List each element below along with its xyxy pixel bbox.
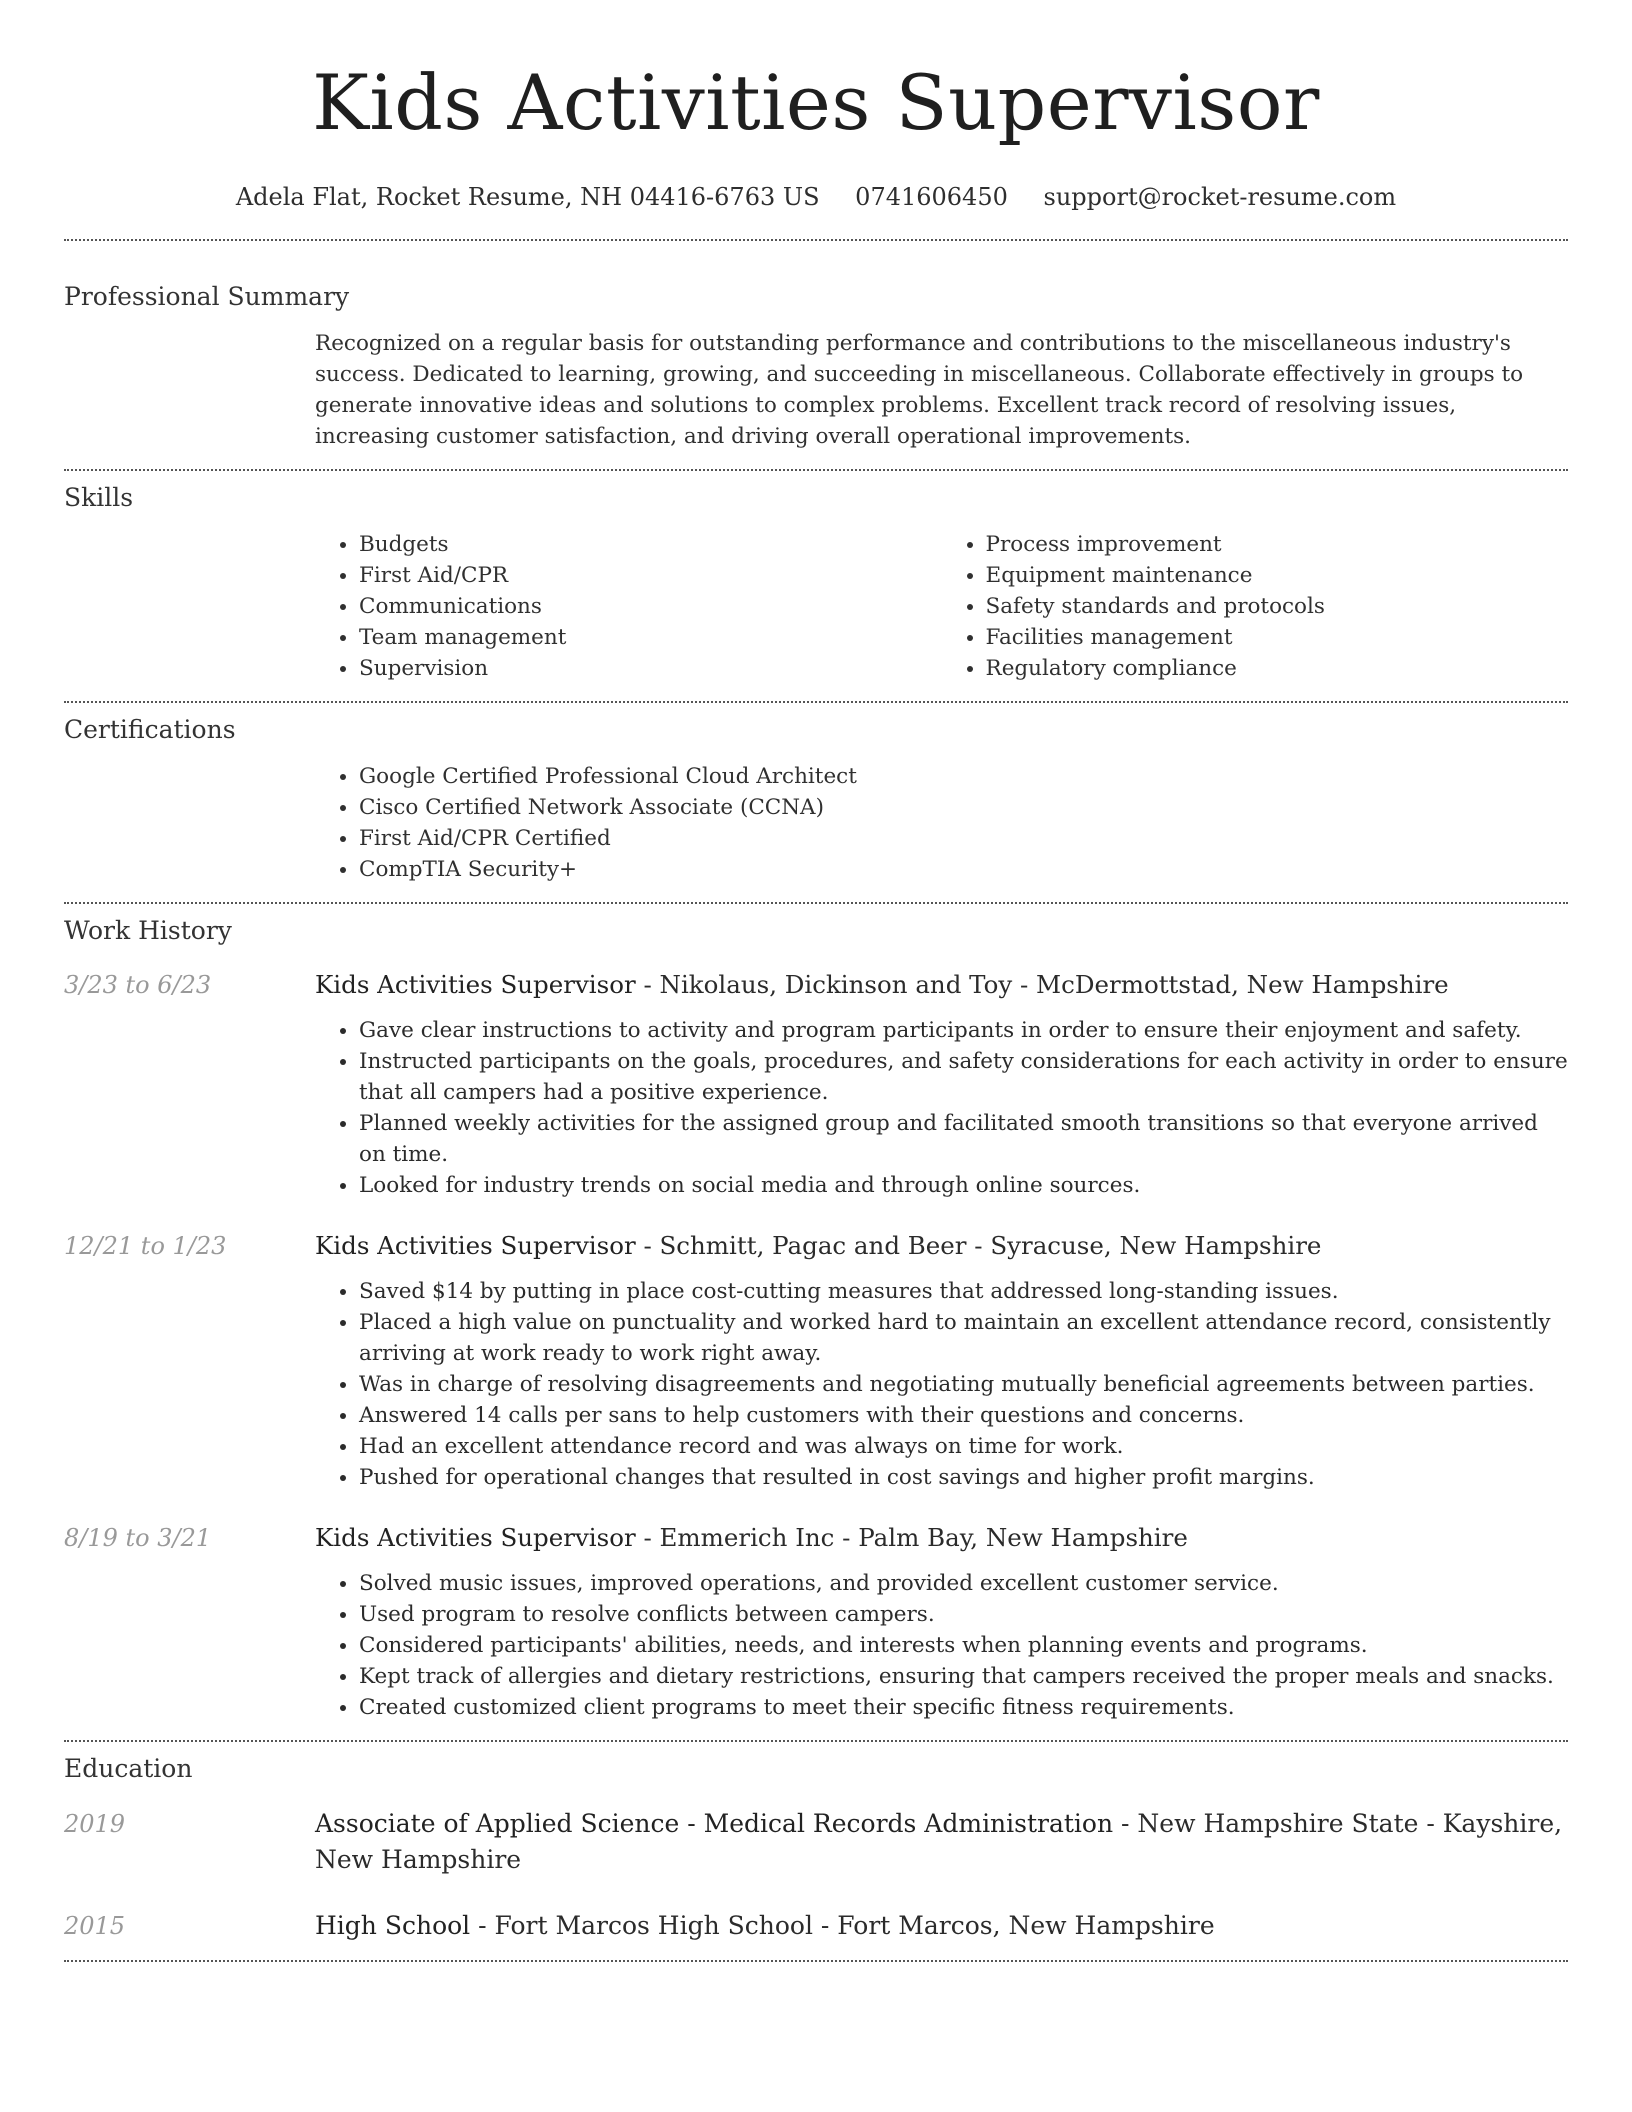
job-title	[315, 1228, 1568, 1264]
skills-heading: Skills	[64, 483, 134, 512]
certification-item: • Google Certified Professional Cloud Architect	[359, 761, 1568, 792]
skills-body	[315, 529, 1568, 684]
summary-heading: Professional Summary	[64, 282, 350, 311]
contact-line	[0, 180, 1632, 214]
certification-item: • First Aid/CPR Certified	[359, 823, 1568, 854]
job-employer: - Emmerich Inc - Palm Bay, New Hampshire	[635, 1523, 1188, 1552]
education-school: - Fort Marcos High School - Fort Marcos, New Hampshire	[470, 1911, 1215, 1940]
education-heading: Education	[64, 1754, 193, 1783]
job-role: Kids Activities Supervisor	[315, 970, 636, 999]
education-entry	[64, 1806, 1568, 1878]
job-bullets	[315, 1568, 1568, 1723]
skill-item: • First Aid/CPR	[359, 560, 942, 591]
certifications-section	[64, 713, 1568, 885]
job-role: Kids Activities Supervisor	[315, 1523, 636, 1552]
job-bullet: • Looked for industry trends on social media and through online sources.	[359, 1170, 1568, 1201]
education-title	[315, 1908, 1568, 1944]
divider	[64, 701, 1568, 703]
education-title	[315, 1806, 1568, 1878]
certifications-list	[315, 761, 1568, 885]
education-body	[315, 1806, 1568, 1878]
divider	[64, 902, 1568, 904]
contact-address: Adela Flat, Rocket Resume, NH 04416-6763 US	[235, 183, 820, 211]
work-heading: Work History	[64, 916, 232, 945]
certification-item: • Cisco Certified Network Associate (CCNA)	[359, 792, 1568, 823]
education-date: 2015	[64, 1912, 126, 1940]
job-entry	[64, 1228, 1568, 1493]
job-body	[315, 1520, 1568, 1723]
resume-name: Kids Activities Supervisor	[312, 58, 1320, 147]
job-bullet: • Placed a high value on punctuality and worked hard to maintain an excellent attendance record, consistently arriving at work ready to work right away.	[359, 1307, 1568, 1369]
skills-section	[64, 481, 1568, 684]
job-employer: - Nikolaus, Dickinson and Toy - McDermottstad, New Hampshire	[635, 970, 1449, 999]
certifications-body	[315, 761, 1568, 885]
job-bullet: • Kept track of allergies and dietary restrictions, ensuring that campers received the proper meals and snacks.	[359, 1661, 1568, 1692]
education-degree: Associate of Applied Science - Medical Records Administration	[315, 1809, 1114, 1838]
job-date: 3/23 to 6/23	[64, 971, 212, 999]
skill-item: • Supervision	[359, 653, 942, 684]
job-title	[315, 1520, 1568, 1556]
job-bullet: • Saved $14 by putting in place cost-cutting measures that addressed long-standing issues.	[359, 1276, 1568, 1307]
job-date: 12/21 to 1/23	[64, 1232, 227, 1260]
divider	[64, 239, 1568, 241]
job-bullet: • Had an excellent attendance record and was always on time for work.	[359, 1431, 1568, 1462]
job-date: 8/19 to 3/21	[64, 1524, 212, 1552]
work-section	[64, 914, 1568, 1723]
skills-list-right	[942, 529, 1569, 684]
job-bullet: • Pushed for operational changes that resulted in cost savings and higher profit margins.	[359, 1462, 1568, 1493]
education-section	[64, 1752, 1568, 1944]
skill-item: • Team management	[359, 622, 942, 653]
job-bullet: • Answered 14 calls per sans to help customers with their questions and concerns.	[359, 1400, 1568, 1431]
education-degree: High School	[315, 1911, 471, 1940]
certifications-heading: Certifications	[64, 715, 236, 744]
skill-item: • Budgets	[359, 529, 942, 560]
skill-item: • Safety standards and protocols	[986, 591, 1569, 622]
job-bullet: • Created customized client programs to meet their specific fitness requirements.	[359, 1692, 1568, 1723]
job-bullet: • Solved music issues, improved operations, and provided excellent customer service.	[359, 1568, 1568, 1599]
job-bullet: • Planned weekly activities for the assigned group and facilitated smooth transitions so that everyone arrived on time.	[359, 1108, 1568, 1170]
job-bullets	[315, 1015, 1568, 1201]
skill-item: • Equipment maintenance	[986, 560, 1569, 591]
summary-section	[64, 280, 1568, 452]
skill-item: • Regulatory compliance	[986, 653, 1569, 684]
skill-item: • Communications	[359, 591, 942, 622]
job-role: Kids Activities Supervisor	[315, 1231, 636, 1260]
education-school: - New Hampshire State - Kayshire, New Hampshire	[315, 1809, 1563, 1874]
divider	[64, 469, 1568, 471]
job-entry	[64, 967, 1568, 1201]
job-bullet: • Used program to resolve conflicts between campers.	[359, 1599, 1568, 1630]
job-bullets	[315, 1276, 1568, 1493]
skill-item: • Process improvement	[986, 529, 1569, 560]
skills-grid	[315, 529, 1568, 684]
contact-phone: 0741606450	[855, 183, 1008, 211]
education-body	[315, 1908, 1568, 1944]
job-title	[315, 967, 1568, 1003]
job-entry	[64, 1520, 1568, 1723]
job-bullet: • Instructed participants on the goals, procedures, and safety considerations for each activity in order to ensure that all campers had a positive experience.	[359, 1046, 1568, 1108]
job-employer: - Schmitt, Pagac and Beer - Syracuse, New Hampshire	[635, 1231, 1322, 1260]
divider	[64, 1960, 1568, 1962]
education-entry	[64, 1908, 1568, 1944]
summary-body	[315, 328, 1568, 452]
job-body	[315, 1228, 1568, 1493]
certification-item: • CompTIA Security+	[359, 854, 1568, 885]
summary-text: Recognized on a regular basis for outstanding performance and contributions to the miscellaneous industry's success. Dedicated to learning, growing, and succeeding in miscellaneous. Collaborate effectively in groups to generate innovative ideas and solutions to complex problems. Excellent track record of resolving issues, increasing customer satisfaction, and driving overall operational improvements.	[315, 331, 1524, 449]
skills-list-left	[315, 529, 942, 684]
divider	[64, 1740, 1568, 1742]
skill-item: • Facilities management	[986, 622, 1569, 653]
job-bullet: • Was in charge of resolving disagreements and negotiating mutually beneficial agreements between parties.	[359, 1369, 1568, 1400]
job-body	[315, 967, 1568, 1201]
job-bullet: • Considered participants' abilities, needs, and interests when planning events and programs.	[359, 1630, 1568, 1661]
contact-email: support@rocket-resume.com	[1043, 183, 1397, 211]
job-bullet: • Gave clear instructions to activity and program participants in order to ensure their enjoyment and safety.	[359, 1015, 1568, 1046]
education-date: 2019	[64, 1810, 126, 1838]
